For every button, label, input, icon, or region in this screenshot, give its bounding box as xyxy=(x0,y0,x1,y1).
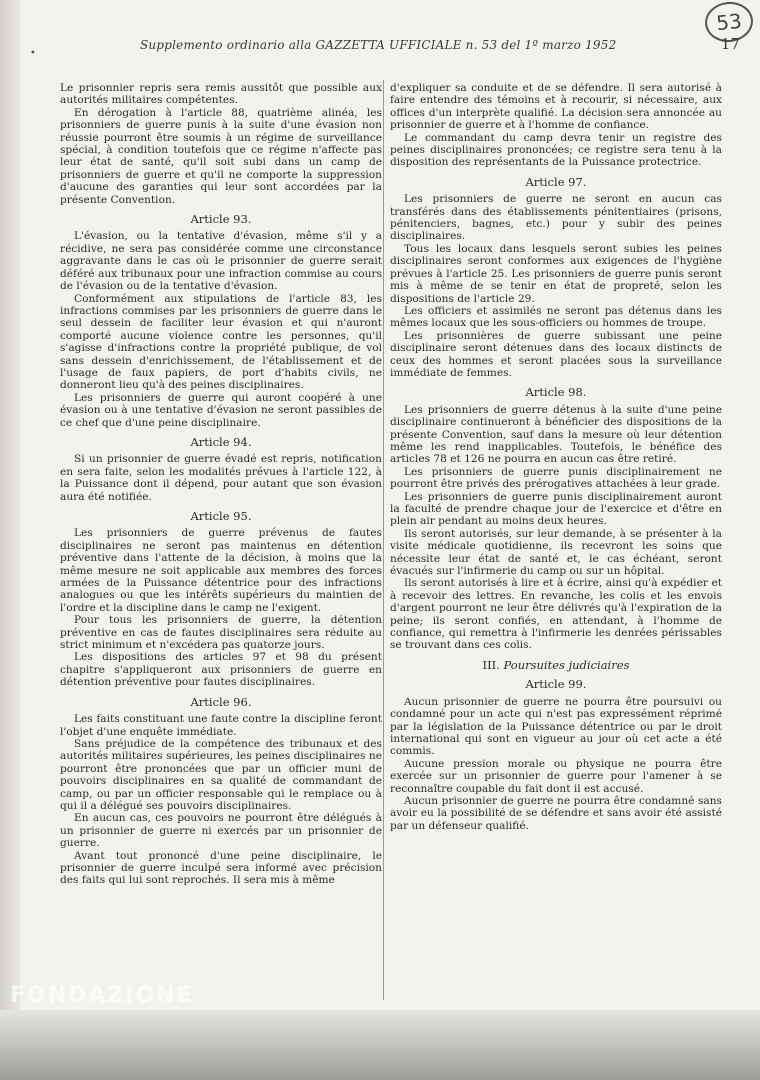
paragraph: En aucun cas, ces pouvoirs ne pourront être délégués à un prisonnier de guerre ni exercés par un prisonnier de guerre. xyxy=(60,812,382,850)
section-number: III. xyxy=(482,657,500,672)
paragraph: Conformément aux stipulations de l'article 83, les infractions commises par les prisonniers de guerre dans le seul dessein de faciliter leur évasion et qui n'auront comporté aucune violence contre les personnes, qu'il s'agisse d'infractions contre la propriété publique, de vol sans dessein d'enrichissement, de l'établissement et de l'usage de faux papiers, de port d'habits civils, ne donneront lieu qu'à des peines disciplinaires. xyxy=(60,292,382,392)
paragraph: Les prisonnières de guerre subissant une peine disciplinaire seront détenues dans des locaux distincts de ceux des hommes et seront placées sous la surveillance immédiate de femmes. xyxy=(390,329,722,379)
column-divider xyxy=(383,80,384,1000)
scan-left-edge xyxy=(0,0,20,1080)
paragraph: Les prisonniers de guerre punis disciplinairement ne pourront être privés des prérogatives attachées à leur grade. xyxy=(390,465,722,491)
paragraph: Ils seront autorisés à lire et à écrire, ainsi qu'à expédier et à recevoir des lettres. En revanche, les colis et les envois d'argent pourront ne leur être délivrés qu'à l'expiration de la peine; ils seront confiés, en attendant, à l'homme de confiance, qui remettra à l'infirmerie les denrées périssables se trouvant dans ces colis. xyxy=(390,577,722,652)
paragraph: Les prisonniers de guerre ne seront en aucun cas transférés dans des établissements pénitentiaires (prisons, pénitenciers, bagnes, etc.) pour y subir des peines disciplinaires. xyxy=(390,193,722,243)
paragraph: Les prisonniers de guerre détenus à la suite d'une peine disciplinaire continueront à bénéficier des dispositions de la présente Convention, sauf dans la mesure où leur détention même les rend inapplicables. Toutefois, le bénéfice des articles 78 et 126 ne pourra en aucun cas être retiré. xyxy=(390,403,722,466)
paragraph: Les dispositions des articles 97 et 98 du présent chapitre s'appliqueront aux prisonniers de guerre en détention préventive pour fautes disciplinaires. xyxy=(60,651,382,689)
paragraph: Les prisonniers de guerre prévenus de fautes disciplinaires ne seront pas maintenus en détention préventive dans l'attente de la décision, à moins que la même mesure ne soit applicable aux membres des forces armées de la Puissance détentrice pour des infractions analogues ou que les intérêts supérieurs du maintien de l'ordre et la discipline dans le camp ne l'exigent. xyxy=(60,527,382,614)
header-bullet: • xyxy=(30,48,36,59)
paragraph: Ils seront autorisés, sur leur demande, à se présenter à la visite médicale quotidienne, ils recevront les soins que nécessite leur état de santé et, le cas échéant, seront évacués sur l'infirmerie du camp ou sur un hôpital. xyxy=(390,527,722,578)
paragraph: Les faits constituant une faute contre la discipline feront l'objet d'une enquête immédiate. xyxy=(60,713,382,738)
paragraph: Aucune pression morale ou physique ne pourra être exercée sur un prisonnier de guerre pour l'amener à se reconnaître coupable du fait dont il est accusé. xyxy=(390,757,722,795)
paragraph: Aucun prisonnier de guerre ne pourra être condamné sans avoir eu la possibilité de se défendre et sans avoir été assisté par un défenseur qualifié. xyxy=(390,794,722,832)
article-heading-99: Article 99. xyxy=(525,677,587,692)
running-header xyxy=(140,35,740,56)
paragraph: Si un prisonnier de guerre évadé est repris, notification en sera faite, selon les modalités prévues à l'article 122, à la Puissance dont il dépend, pour autant que son évasion aura été notifiée. xyxy=(60,453,382,503)
gazette-title: Supplemento ordinario alla GAZZETTA UFFICIALE n. 53 del 1º marzo 1952 xyxy=(140,38,617,52)
paragraph: Les officiers et assimilés ne seront pas détenus dans les mêmes locaux que les sous-officiers ou hommes de troupe. xyxy=(390,304,722,330)
paragraph: Les prisonniers de guerre punis disciplinairement auront la faculté de prendre chaque jour de l'exercice et d'être en plein air pendant au moins deux heures. xyxy=(390,490,722,528)
paragraph: Tous les locaux dans lesquels seront subies les peines disciplinaires seront conformes aux exigences de l'hygiène prévues à l'article 25. Les prisonniers de guerre punis seront mis à même de se tenir en état de propreté, selon les dispositions de l'article 29. xyxy=(390,242,722,305)
paragraph: Le commandant du camp devra tenir un registre des peines disciplinaires prononcées; ce registre sera tenu à la disposition des représentants de la Puissance protectrice. xyxy=(390,131,722,169)
paragraph: Les prisonniers de guerre qui auront coopéré à une évasion ou à une tentative d'évasion ne seront passibles de ce chef que d'une peine disciplinaire. xyxy=(60,391,382,429)
article-heading-96: Article 96. xyxy=(190,694,252,709)
handwritten-page-stamp: 53 xyxy=(703,0,755,44)
scan-bottom-edge xyxy=(0,1010,760,1080)
section-heading xyxy=(390,659,722,671)
paragraph: En dérogation à l'article 88, quatrième alinéa, les prisonniers de guerre punis à la suite d'une évasion non réussie pourront être soumis à un régime de surveillance spécial, à condition toutefois que ce régime n'affecte pas leur état de santé, qu'il soit subi dans un camp de prisonniers de guerre et qu'il ne comporte la suppression d'aucune des garanties qui leur sont accordées par la présente Convention. xyxy=(60,106,382,206)
left-column xyxy=(60,82,382,887)
paragraph: Aucun prisonnier de guerre ne pourra être poursuivi ou condamné pour un acte qui n'est pas expressément réprimé par la législation de la Puissance détentrice ou par le droit international qui sont en vigueur au jour où cet acte a été commis. xyxy=(390,695,722,758)
right-column xyxy=(390,82,722,832)
paragraph: d'expliquer sa conduite et de se défendre. Il sera autorisé à faire entendre des témoins et à recourir, si nécessaire, aux offices d'un interprète qualifié. La décision sera annoncée au prisonnier de guerre et à l'homme de confiance. xyxy=(390,82,722,132)
archive-watermark: FONDAZIONE xyxy=(10,983,194,1008)
paragraph: Pour tous les prisonniers de guerre, la détention préventive en cas de fautes disciplinaires sera réduite au strict minimum et n'excédera pas quatorze jours. xyxy=(60,614,382,652)
page-number: 17 xyxy=(720,35,740,53)
paragraph: L'évasion, ou la tentative d'évasion, même s'il y a récidive, ne sera pas considérée comme une circonstance aggravante dans le cas où le prisonnier de guerre serait déféré aux tribunaux pour une infraction commise au cours de l'évasion ou de la tentative d'évasion. xyxy=(60,230,382,293)
article-heading-94: Article 94. xyxy=(190,434,252,449)
article-heading-98: Article 98. xyxy=(525,385,587,400)
paragraph: Le prisonnier repris sera remis aussitôt que possible aux autorités militaires compétentes. xyxy=(60,82,382,107)
paragraph: Avant tout prononcé d'une peine disciplinaire, le prisonnier de guerre inculpé sera informé avec précision des faits qui lui sont reprochés. Il sera mis à même xyxy=(60,849,382,887)
article-heading-95: Article 95. xyxy=(190,509,252,523)
section-title: Poursuites judiciaires xyxy=(503,657,630,672)
article-heading-97: Article 97. xyxy=(525,174,587,189)
paragraph: Sans préjudice de la compétence des tribunaux et des autorités militaires supérieures, les peines disciplinaires ne pourront être prononcées que par un officier muni de pouvoirs disciplinaires en sa qualité de commandant de camp, ou par un officier responsable qui le remplace ou à qui il a délégué ses pouvoirs disciplinaires. xyxy=(60,737,382,812)
article-heading-93: Article 93. xyxy=(190,212,252,227)
